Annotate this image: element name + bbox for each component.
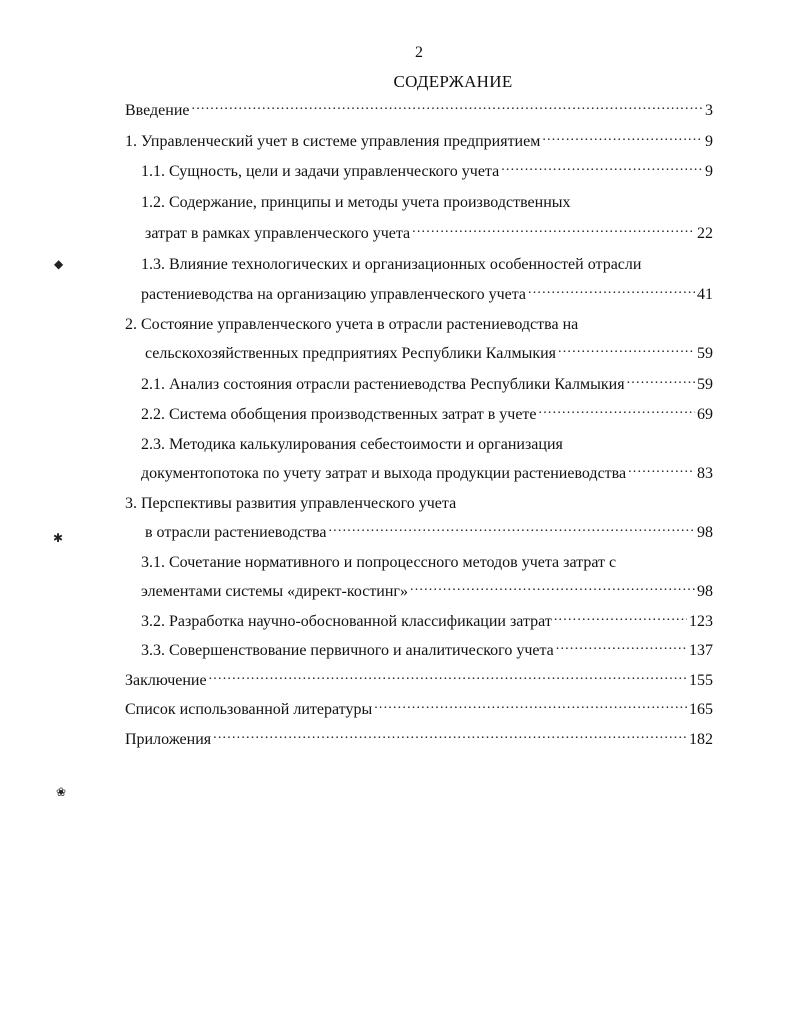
toc-entry-text: 2.1. Анализ состояния отрасли растениеводства Республики Калмыкия [141, 376, 625, 393]
toc-leader [556, 641, 687, 655]
toc-entry-chapter-3-line-1 [125, 493, 456, 515]
toc-entry-page: 123 [689, 613, 713, 630]
scan-mark-icon: ◆ [54, 257, 64, 271]
toc-entry-page: 59 [697, 376, 713, 393]
toc-entry-text: документопотока по учету затрат и выхода продукции растениеводства [141, 465, 627, 482]
toc-entry-text: 1.3. Влияние технологических и организационных особенностей отрасли [141, 256, 642, 273]
toc-entry-2-2 [141, 404, 713, 426]
toc-leader [528, 285, 695, 299]
toc-entry-page: 165 [689, 701, 713, 718]
toc-entry-text: растениеводства на организацию управленческого учета [141, 286, 527, 303]
toc-entry-text: 2.2. Система обобщения производственных затрат в учете [141, 406, 537, 423]
toc-entry-text: затрат в рамках управленческого учета [145, 225, 411, 242]
toc-leader [542, 132, 703, 146]
toc-entry-3-2 [141, 611, 713, 633]
toc-entry-chapter-2-line-1 [125, 314, 578, 336]
toc-entry-appendices [125, 729, 713, 751]
page-number: 2 [415, 44, 423, 61]
toc-leader [627, 375, 695, 389]
toc-entry-conclusion [125, 670, 713, 692]
toc-entry-text: 3.2. Разработка научно-обоснованной классификации затрат [141, 613, 552, 630]
toc-entry-text: 3.1. Сочетание нормативного и попроцессного методов учета затрат с [141, 554, 617, 571]
toc-entry-page: 98 [697, 524, 713, 541]
toc-entry-text: Приложения [125, 731, 212, 748]
toc-entry-2-3-line-2 [141, 463, 713, 485]
toc-entry-page: 3 [705, 102, 713, 119]
toc-entry-text: 1.1. Сущность, цели и задачи управленческого учета [141, 163, 500, 180]
toc-entry-chapter-1 [125, 131, 713, 153]
toc-leader [410, 582, 695, 596]
toc-entry-page: 9 [705, 163, 713, 180]
toc-entry-page: 137 [689, 642, 713, 659]
toc-entry-3-1-line-1 [141, 552, 616, 574]
toc-entry-text: в отрасли растениеводства [145, 524, 327, 541]
toc-entry-chapter-3-line-2 [145, 522, 713, 544]
toc-entry-page: 83 [697, 465, 713, 482]
toc-entry-1-3-line-1 [141, 254, 641, 276]
toc-entry-1-2-line-2 [145, 223, 713, 245]
toc-entry-page: 155 [689, 672, 713, 689]
toc-leader [328, 523, 695, 537]
toc-entry-1-2-line-1 [141, 192, 571, 214]
toc-entry-page: 22 [697, 225, 713, 242]
toc-entry-3-3 [141, 640, 713, 662]
toc-entry-text: 2. Состояние управленческого учета в отрасли растениеводства на [125, 316, 579, 333]
toc-entry-text: Заключение [125, 672, 207, 689]
toc-entry-text: Введение [125, 102, 190, 119]
toc-entry-text: элементами системы «директ-костинг» [141, 583, 408, 600]
toc-entry-page: 69 [697, 406, 713, 423]
toc-entry-page: 59 [697, 345, 713, 362]
toc-leader [554, 612, 687, 626]
toc-entry-page: 41 [697, 286, 713, 303]
scan-mark-icon: ❀ [56, 785, 67, 799]
toc-entry-text: 1. Управленческий учет в системе управления предприятием [125, 133, 541, 150]
toc-leader [501, 162, 703, 176]
toc-entry-page: 98 [697, 583, 713, 600]
toc-entry-1-3-line-2 [141, 284, 713, 306]
page-title: СОДЕРЖАНИЕ [393, 72, 513, 91]
toc-entry-text: 3.3. Совершенствование первичного и аналитического учета [141, 642, 554, 659]
toc-leader [192, 101, 704, 115]
toc-entry-text: 3. Перспективы развития управленческого учета [125, 495, 457, 512]
toc-entry-3-1-line-2 [141, 581, 713, 603]
toc-leader [539, 405, 695, 419]
scan-mark-icon: ✱ [53, 531, 64, 545]
toc-entry-intro [125, 100, 713, 122]
toc-leader [213, 730, 687, 744]
toc-leader [628, 464, 695, 478]
toc-leader [209, 671, 687, 685]
toc-entry-bibliography [125, 699, 713, 721]
toc-entry-text: сельскохозяйственных предприятиях Республики Калмыкия [145, 345, 557, 362]
toc-entry-text: 2.3. Методика калькулирования себестоимости и организация [141, 436, 563, 453]
toc-entry-2-3-line-1 [141, 434, 563, 456]
toc-entry-page: 9 [705, 133, 713, 150]
toc-entry-text: Список использованной литературы [125, 701, 373, 718]
toc-entry-page: 182 [689, 731, 713, 748]
toc-leader [374, 700, 687, 714]
toc-leader [558, 344, 695, 358]
toc-entry-2-1 [141, 374, 713, 396]
toc-entry-chapter-2-line-2 [145, 343, 713, 365]
toc-leader [412, 224, 695, 238]
toc-entry-1-1 [141, 161, 713, 183]
toc-entry-text: 1.2. Содержание, принципы и методы учета производственных [141, 194, 571, 211]
